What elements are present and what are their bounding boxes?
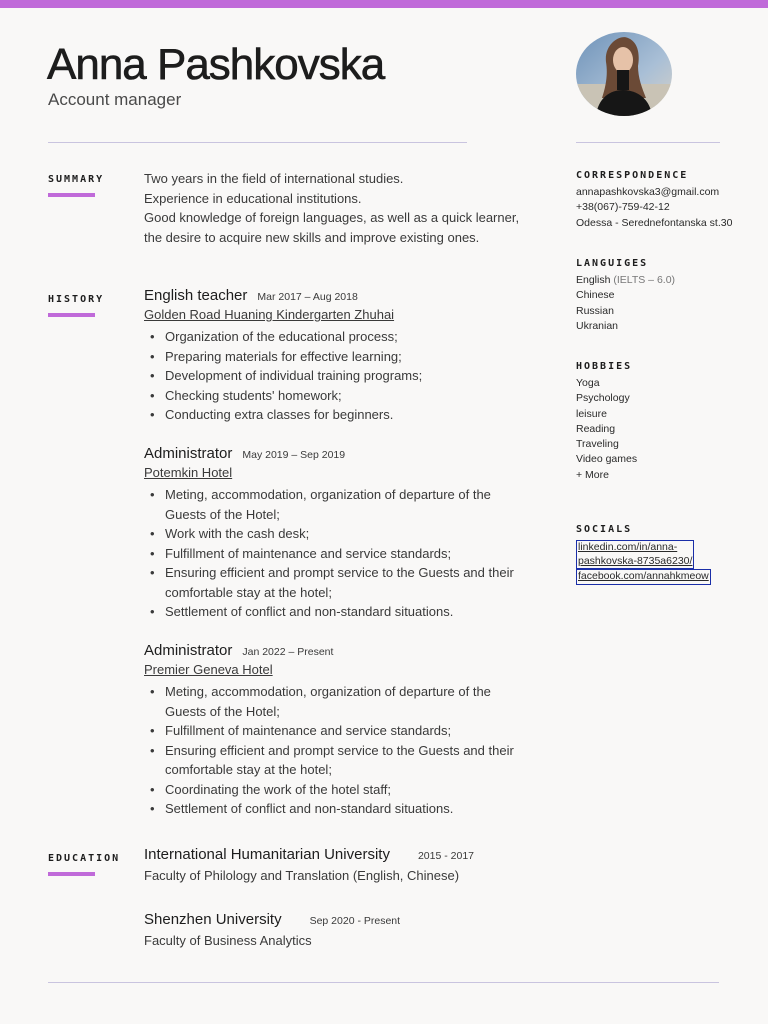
socials-list bbox=[576, 540, 711, 585]
accent-top-bar bbox=[0, 0, 768, 8]
job-duty: • Meting, accommodation, organization of departure of the Guests of the Hotel; bbox=[144, 485, 524, 524]
job-duty: • Preparing materials for effective learning; bbox=[144, 347, 524, 367]
language-item: Russian bbox=[576, 304, 614, 317]
language-item: Ukranian bbox=[576, 319, 619, 332]
linkedin-link[interactable]: linkedin.com/in/anna- pashkovska-8735a6230/ bbox=[576, 540, 694, 569]
job-duty: • Work with the cash desk; bbox=[144, 524, 524, 544]
candidate-name: Anna Pashkovska bbox=[47, 40, 385, 89]
socials-label: SOCIALS bbox=[576, 524, 633, 535]
education-date: 2015 - 2017 bbox=[417, 850, 475, 862]
summary-accent-bar bbox=[48, 193, 95, 197]
history-label: HISTORY bbox=[48, 294, 105, 305]
job-organization: Premier Geneva Hotel bbox=[144, 662, 273, 677]
languages-list bbox=[576, 273, 675, 334]
job-duty: • Settlement of conflict and non-standard situations. bbox=[144, 799, 524, 819]
phone-number[interactable]: +38(067)-759-42-12 bbox=[576, 201, 670, 214]
job-duty: • Fulfillment of maintenance and service standards; bbox=[144, 544, 524, 564]
education-entry bbox=[144, 911, 524, 948]
correspondence-label: CORRESPONDENCE bbox=[576, 170, 689, 181]
hobby-item: Traveling bbox=[576, 438, 619, 451]
job-duties bbox=[144, 682, 524, 819]
hobby-item: leisure bbox=[576, 407, 607, 420]
education-label: EDUCATION bbox=[48, 853, 121, 864]
header-divider-left bbox=[48, 142, 467, 143]
hobbies-label: HOBBIES bbox=[576, 361, 633, 372]
hobby-item: Yoga bbox=[576, 377, 600, 389]
profile-photo bbox=[576, 32, 672, 116]
postal-address: Odessa - Serednefontanska st.30 bbox=[576, 216, 733, 229]
education-school: Shenzhen University bbox=[144, 911, 282, 928]
education-faculty: Faculty of Business Analytics bbox=[144, 933, 312, 948]
job-duty: • Coordinating the work of the hotel staff; bbox=[144, 780, 524, 800]
languages-label: LANGUIGES bbox=[576, 258, 649, 269]
footer-divider bbox=[48, 982, 719, 983]
education-entry bbox=[144, 846, 524, 883]
job-duty: • Fulfillment of maintenance and service standards; bbox=[144, 721, 524, 741]
job-date: May 2019 – Sep 2019 bbox=[242, 449, 346, 461]
hobby-item: Reading bbox=[576, 422, 616, 435]
job-duty: • Conducting extra classes for beginners. bbox=[144, 405, 524, 425]
job-organization: Potemkin Hotel bbox=[144, 465, 233, 480]
job-duty: • Ensuring efficient and prompt service to the Guests and their comfortable stay at the hotel; bbox=[144, 563, 524, 602]
summary-text bbox=[144, 169, 524, 247]
header-divider-right bbox=[576, 142, 720, 143]
history-accent-bar bbox=[48, 313, 95, 317]
hobby-item: Video games bbox=[576, 453, 638, 466]
job-duties bbox=[144, 485, 524, 622]
job-duty: • Development of individual training programs; bbox=[144, 366, 524, 386]
job-entry bbox=[144, 642, 524, 819]
education-accent-bar bbox=[48, 872, 95, 876]
job-duties bbox=[144, 327, 524, 425]
language-item: Chinese bbox=[576, 289, 615, 302]
summary-line: Experience in educational institutions. bbox=[144, 190, 362, 206]
job-duty: • Ensuring efficient and prompt service to the Guests and their comfortable stay at the hotel; bbox=[144, 741, 524, 780]
job-entry bbox=[144, 287, 524, 425]
email-address[interactable]: annapashkovska3@gmail.com bbox=[576, 186, 720, 198]
job-title: English teacher bbox=[144, 287, 248, 304]
language-level: (IELTS – 6.0) bbox=[613, 274, 676, 286]
hobbies-list bbox=[576, 376, 637, 483]
correspondence-details bbox=[576, 185, 732, 231]
summary-line: Two years in the field of international studies. bbox=[144, 171, 404, 186]
job-organization: Golden Road Huaning Kindergarten Zhuhai bbox=[144, 307, 395, 322]
candidate-role: Account manager bbox=[48, 90, 182, 109]
facebook-link[interactable]: facebook.com/annahkmeow bbox=[576, 569, 711, 585]
job-duty: • Checking students' homework; bbox=[144, 386, 524, 406]
education-faculty: Faculty of Philology and Translation (English, Chinese) bbox=[144, 868, 460, 883]
hobbies-more-link[interactable]: + More bbox=[576, 468, 609, 481]
job-title: Administrator bbox=[144, 445, 233, 462]
job-duty: • Settlement of conflict and non-standard situations. bbox=[144, 602, 524, 622]
summary-label: SUMMARY bbox=[48, 174, 105, 185]
summary-line: Good knowledge of foreign languages, as well as a quick learner, the desire to acquire new skills and improve existing ones. bbox=[144, 210, 520, 245]
job-duty: • Organization of the educational process; bbox=[144, 327, 524, 347]
job-date: Jan 2022 – Present bbox=[242, 646, 334, 658]
job-date: Mar 2017 – Aug 2018 bbox=[257, 291, 358, 303]
education-school: International Humanitarian University bbox=[144, 846, 390, 863]
job-duty: • Meting, accommodation, organization of departure of the Guests of the Hotel; bbox=[144, 682, 524, 721]
language-item: English (IELTS – 6.0) bbox=[576, 274, 676, 286]
hobby-item: Psychology bbox=[576, 392, 630, 405]
job-entry bbox=[144, 445, 524, 622]
education-date: Sep 2020 - Present bbox=[309, 915, 401, 927]
job-title: Administrator bbox=[144, 642, 233, 659]
